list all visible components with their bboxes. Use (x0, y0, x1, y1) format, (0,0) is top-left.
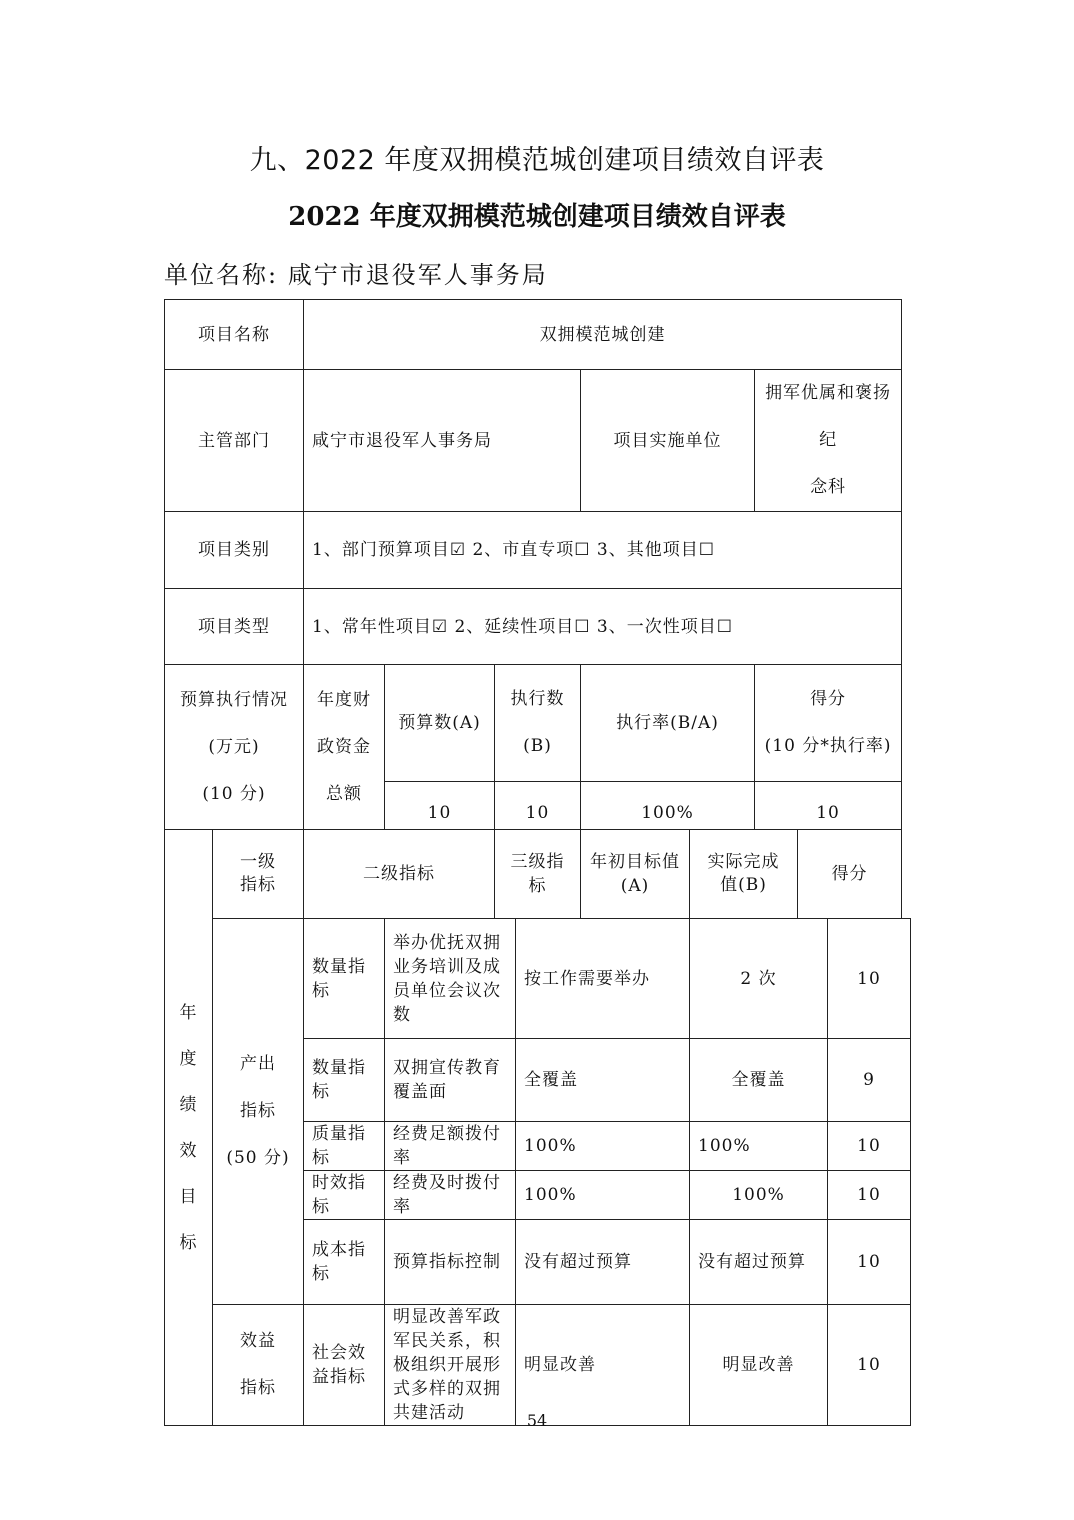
score-cell: 10 (828, 1220, 911, 1305)
table-row (165, 1305, 911, 1426)
level2-cell: 社会效益指标 (304, 1305, 385, 1426)
impl-unit-line1: 拥军优属和褒扬纪 (765, 383, 892, 450)
table-row (165, 919, 911, 1039)
actual-header-line2: 值(B) (720, 875, 767, 895)
side-char-2: 度 (179, 1048, 198, 1069)
row-category (165, 512, 911, 589)
impl-unit-label: 项目实施单位 (581, 370, 755, 512)
score-cell: 10 (828, 1171, 911, 1220)
unit-label: 单位名称: (164, 261, 279, 289)
benefit-label-line2: 指标 (240, 1378, 276, 1398)
dept-label: 主管部门 (165, 370, 304, 512)
score-cell: 10 (828, 919, 911, 1039)
category-label: 项目类别 (165, 512, 304, 589)
level2-cell: 时效指标 (304, 1171, 385, 1220)
level3-cell: 经费足额拨付率 (385, 1122, 516, 1171)
level3-cell: 明显改善军政军民关系，积极组织开展形式多样的双拥共建活动 (385, 1305, 516, 1426)
benefit-indicator-label (213, 1305, 304, 1426)
level2-cell: 数量指标 (304, 919, 385, 1039)
level2-header: 二级指标 (304, 830, 495, 919)
actual-header-line1: 实际完成 (707, 852, 780, 872)
exec-header-line2: (B) (523, 736, 552, 756)
budget-exec-label (165, 665, 304, 830)
page-number: 54 (526, 1411, 548, 1430)
row-department (165, 370, 911, 512)
type-label: 项目类型 (165, 589, 304, 665)
score-header-line2: (10 分*执行率) (764, 736, 892, 756)
budget-score-header (755, 665, 902, 782)
target-header: 年初目标值(A) (581, 830, 690, 919)
fund-label-line1: 年度财 (317, 689, 371, 710)
table-title: 2022 年度双拥模范城创建项目绩效自评表 (288, 202, 786, 232)
actual-cell: 100% (690, 1171, 828, 1220)
target-cell: 没有超过预算 (516, 1220, 690, 1305)
exec-rate-header: 执行率(B/A) (581, 665, 755, 782)
actual-cell: 2 次 (690, 919, 828, 1039)
side-char-3: 绩 (179, 1094, 198, 1115)
level2-cell: 成本指标 (304, 1220, 385, 1305)
actual-header (690, 830, 798, 919)
unit-name: 咸宁市退役军人事务局 (287, 261, 548, 289)
target-cell: 按工作需要举办 (516, 919, 690, 1039)
score-header-line1: 得分 (810, 689, 847, 709)
row-project-name (165, 300, 911, 370)
level3-cell: 双拥宣传教育覆盖面 (385, 1039, 516, 1122)
actual-cell: 100% (690, 1122, 828, 1171)
target-cell: 全覆盖 (516, 1039, 690, 1122)
row-perf-header (165, 830, 911, 919)
exec-rate-value: 100% (581, 782, 755, 830)
budget-exec-label-line2: (万元) (208, 736, 260, 757)
output-label-line2: 指标 (240, 1101, 276, 1121)
score-cell: 9 (828, 1039, 911, 1122)
type-value: 1、常年性项目☑ 2、延续性项目☐ 3、一次性项目☐ (304, 589, 902, 665)
row-budget-header (165, 665, 911, 782)
impl-unit-line2: 念科 (810, 477, 847, 497)
side-char-6: 标 (179, 1232, 198, 1253)
impl-unit-value (755, 370, 902, 512)
output-label-line1: 产出 (240, 1054, 276, 1074)
actual-cell: 明显改善 (690, 1305, 828, 1426)
output-indicator-label (213, 919, 304, 1305)
row-type (165, 589, 911, 665)
budget-amount-header: 预算数(A) (385, 665, 495, 782)
score-cell: 10 (828, 1305, 911, 1426)
level3-header: 三级指标 (495, 830, 581, 919)
annual-perf-target-label (165, 830, 213, 1426)
benefit-label-line1: 效益 (240, 1331, 276, 1351)
level1-header (213, 830, 304, 919)
category-value: 1、部门预算项目☑ 2、市直专项☐ 3、其他项目☐ (304, 512, 902, 589)
score-header: 得分 (798, 830, 902, 919)
level3-cell: 预算指标控制 (385, 1220, 516, 1305)
actual-cell: 没有超过预算 (690, 1220, 828, 1305)
budget-exec-label-line1: 预算执行情况 (180, 689, 288, 710)
side-char-4: 效 (179, 1140, 198, 1161)
level3-cell: 经费及时拨付率 (385, 1171, 516, 1220)
budget-score-value: 10 (755, 782, 902, 830)
exec-amount-header (495, 665, 581, 782)
annual-fund-total-label (304, 665, 385, 830)
project-name-value: 双拥模范城创建 (304, 300, 902, 370)
budget-exec-label-line3: (10 分) (202, 783, 266, 804)
budget-amount-value: 10 (385, 782, 495, 830)
actual-cell: 全覆盖 (690, 1039, 828, 1122)
score-cell: 10 (828, 1122, 911, 1171)
target-cell: 明显改善 (516, 1305, 690, 1426)
level3-cell: 举办优抚双拥业务培训及成员单位会议次数 (385, 919, 516, 1039)
section-heading: 九、2022 年度双拥模范城创建项目绩效自评表 (249, 145, 825, 176)
side-char-1: 年 (179, 1002, 198, 1023)
exec-header-line1: 执行数 (510, 689, 565, 709)
side-char-5: 目 (179, 1186, 198, 1207)
fund-label-line2: 政资金 (317, 736, 371, 757)
level2-cell: 质量指标 (304, 1122, 385, 1171)
exec-amount-value: 10 (495, 782, 581, 830)
level1-header-line1: 一级 (240, 852, 276, 872)
output-label-line3: (50 分) (226, 1148, 290, 1168)
self-evaluation-table (164, 299, 911, 1426)
target-cell: 100% (516, 1171, 690, 1220)
unit-line (164, 255, 548, 290)
fund-label-line3: 总额 (326, 783, 362, 804)
level2-cell: 数量指标 (304, 1039, 385, 1122)
level1-header-line2: 指标 (240, 875, 276, 895)
dept-value: 咸宁市退役军人事务局 (304, 370, 581, 512)
project-name-label: 项目名称 (165, 300, 304, 370)
target-cell: 100% (516, 1122, 690, 1171)
